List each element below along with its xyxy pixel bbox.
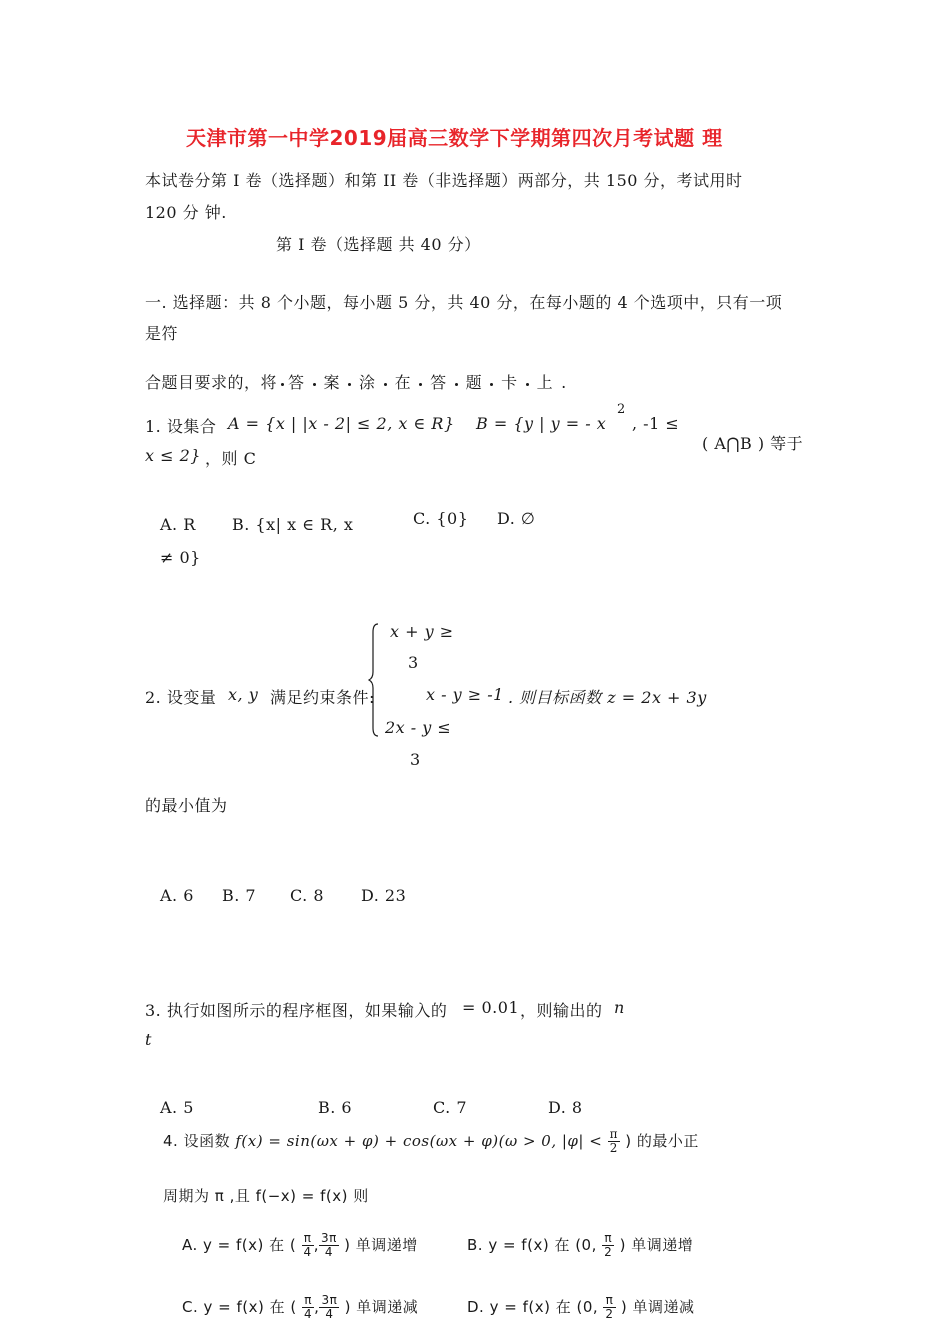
section1-line-3	[145, 370, 567, 393]
q1-range: , -1 ≤	[632, 414, 680, 433]
q2-option-b: B. 7	[222, 886, 257, 905]
q4-prefix: 4. 设函数	[163, 1132, 231, 1150]
q4-option-a-prefix: A. y = f(x) 在 (	[182, 1236, 297, 1254]
q1-exponent: 2	[617, 402, 626, 417]
fraction-numerator: 3π	[320, 1231, 337, 1245]
emphasis-dot	[384, 383, 387, 386]
comma: ,	[313, 1236, 319, 1254]
q2-constraint-2: x - y ≥ -1	[426, 685, 504, 704]
q3-option-a: A. 5	[160, 1098, 194, 1117]
emphasis-dot	[490, 383, 493, 386]
fraction-denominator: 4	[325, 1307, 334, 1321]
q4-line-1	[163, 1128, 699, 1155]
fraction-denominator: 4	[304, 1307, 313, 1321]
q2-constraint-3-value: 3	[410, 750, 421, 769]
fraction-numerator: 3π	[321, 1293, 338, 1307]
emphasis-dot	[455, 383, 458, 386]
constraint-brace	[368, 620, 384, 740]
q2-constraint-1: x + y ≥	[390, 622, 454, 641]
q4-line-2: 周期为 π ,且 f(−x) = f(x) 则	[163, 1187, 369, 1205]
fraction-denominator: 4	[324, 1245, 333, 1259]
section1-line-3-prefix: 合题目要求的，将	[145, 373, 278, 392]
intro-line-2: 120 分 钟.	[145, 203, 227, 222]
q2-option-a: A. 6	[160, 886, 194, 905]
fraction-3pi-4	[319, 1294, 339, 1321]
emphasis-dot	[281, 383, 284, 386]
q3-option-b: B. 6	[318, 1098, 353, 1117]
part1-heading: 第 I 卷（选择题 共 40 分）	[276, 235, 481, 254]
q3-eq: = 0.01	[462, 998, 520, 1017]
q4-option-d	[467, 1294, 694, 1321]
fraction-denominator: 4	[303, 1245, 312, 1259]
comma: ,	[314, 1298, 320, 1316]
fraction-pi-4	[302, 1232, 314, 1259]
q1-label: 1. 设集合	[145, 417, 217, 436]
q1-option-b: B. {x| x ∈ R, x	[232, 515, 354, 534]
q4-option-a-suffix: ) 单调递增	[344, 1236, 418, 1254]
q3-option-d: D. 8	[548, 1098, 583, 1117]
fraction-numerator: π	[602, 1232, 614, 1246]
intro-line-1: 本试卷分第 I 卷（选择题）和第 II 卷（非选择题）两部分，共 150 分，考试用时	[145, 171, 743, 190]
q3-label: 3. 执行如图所示的程序框图，如果输入的	[145, 1001, 448, 1020]
q4-option-c-prefix: C. y = f(x) 在 (	[182, 1298, 297, 1316]
q1-option-b-cont: ≠ 0}	[160, 548, 201, 567]
q2-label: 2. 设变量	[145, 688, 217, 707]
emphasis-dot	[313, 383, 316, 386]
q4-option-d-prefix: D. y = f(x) 在 (0,	[467, 1298, 599, 1316]
emphasis-char: 题	[465, 373, 483, 392]
fraction-numerator: π	[302, 1294, 314, 1308]
q1-line-2: x ≤ 2}	[145, 446, 201, 465]
emphasis-char: .	[561, 373, 567, 392]
document-title: 天津市第一中学2019届高三数学下学期第四次月考试题 理	[186, 126, 723, 150]
q1-complement: ( A⋂B ) 等于	[702, 434, 804, 453]
emphasis-dot	[419, 383, 422, 386]
q2-vars: x, y	[228, 685, 259, 704]
q3-n: n	[614, 998, 625, 1017]
fraction-pi-4	[302, 1294, 314, 1321]
emphasis-char: 卡	[501, 373, 518, 392]
q1-set-a: A = {x | |x - 2| ≤ 2, x ∈ R}	[228, 414, 455, 433]
q2-tail: 的最小值为	[145, 796, 228, 815]
q4-option-b-suffix: ) 单调递增	[619, 1236, 694, 1254]
q2-option-d: D. 23	[361, 886, 407, 905]
q3-option-c: C. 7	[433, 1098, 468, 1117]
q4-function: f(x) = sin(ωx + φ) + cos(ωx + φ)(ω > 0, |φ| <	[235, 1132, 603, 1150]
q4-option-b-prefix: B. y = f(x) 在 (0,	[467, 1236, 597, 1254]
q1-option-d: D. ∅	[497, 509, 536, 528]
fraction-denominator: 2	[604, 1245, 613, 1259]
emphasis-char: 涂	[359, 373, 376, 392]
emphasis-char: 案	[323, 373, 341, 392]
q4-option-d-suffix: ) 单调递减	[620, 1298, 695, 1316]
q2-constraint-3: 2x - y ≤	[385, 718, 452, 737]
q3-tail: ，则输出的	[520, 1001, 603, 1020]
emphasis-char: 答	[288, 373, 305, 392]
fraction-denominator: 2	[605, 1307, 614, 1321]
q1-then: ，则 C	[205, 449, 257, 468]
q3-t: t	[145, 1030, 152, 1049]
fraction-numerator: π	[609, 1127, 618, 1141]
q2-constraint-1-value: 3	[408, 653, 419, 672]
emphasis-dot	[526, 383, 529, 386]
emphasis-char: 答	[430, 373, 447, 392]
q1-set-b: B = {y | y = - x	[476, 414, 607, 433]
q4-option-a	[182, 1232, 418, 1259]
fraction-numerator: π	[302, 1232, 314, 1246]
section1-line-1: 一. 选择题：共 8 个小题，每小题 5 分，共 40 分，在每小题的 4 个选项中，只有一项	[145, 293, 783, 312]
fraction-pi-2	[603, 1294, 615, 1321]
q4-option-b	[467, 1232, 693, 1259]
emphasis-char: 上	[536, 373, 554, 392]
q2-objective: . 则目标函数 z = 2x + 3y	[508, 688, 707, 707]
section1-line-2: 是符	[145, 324, 179, 343]
fraction-3pi-4	[319, 1232, 339, 1259]
q4-fraction-pi-2	[608, 1128, 620, 1155]
q4-suffix: ) 的最小正	[625, 1132, 699, 1150]
fraction-numerator: π	[603, 1294, 615, 1308]
q2-option-c: C. 8	[290, 886, 325, 905]
q1-option-a: A. R	[160, 515, 196, 534]
fraction-pi-2	[602, 1232, 614, 1259]
q4-option-c	[182, 1294, 418, 1321]
q1-option-c: C. {0}	[413, 509, 469, 528]
emphasis-char: 在	[394, 373, 412, 392]
q2-text: 满足约束条件:	[270, 688, 375, 707]
fraction-denominator: 2	[609, 1141, 618, 1155]
q4-option-c-suffix: ) 单调递减	[344, 1298, 419, 1316]
emphasis-dot	[348, 383, 351, 386]
